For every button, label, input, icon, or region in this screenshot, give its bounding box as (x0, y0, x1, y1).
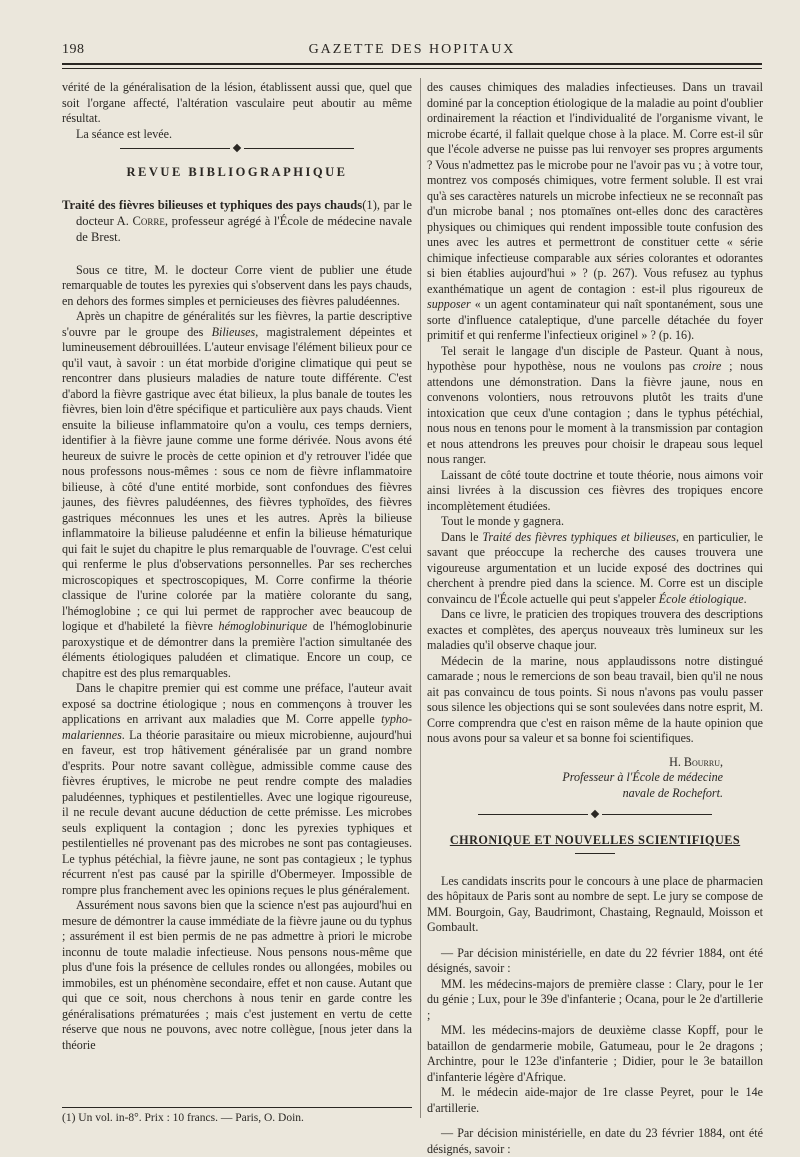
italic-run: croire (692, 359, 722, 373)
italic-run: Traité des fièvres typhiques et bilieuses (482, 529, 676, 544)
ornament-divider (62, 145, 412, 151)
paragraph: MM. les médecins-majors de deuxième classe Kopff, pour le bataillon de gendarmerie mobile, Gatumeau, pour le 2e dragons ; Archintre, pour le 123e d'infanterie ; Didier, pour le 3e bataillon d'infanterie légère d'Afrique. (427, 1023, 763, 1084)
text-run: . (743, 591, 747, 606)
ornament-divider (427, 811, 763, 817)
title-underline (575, 853, 615, 854)
paragraph: Dans ce livre, le praticien des tropiques trouvera des descriptions exactes et complètes, des aperçus nouveaux très lumineux sur les maladies qu'il observe chaque jour. (427, 607, 763, 652)
footnote: (1) Un vol. in-8°. Prix : 10 francs. — Paris, O. Doin. (62, 1112, 304, 1124)
text-run: des causes chimiques des maladies infectieuses. Dans un travail dominé par la conception étiologique de la maladie au point d'oublier ordinairement la réaction et l'individualité de l'organisme vivant, le microbe écarté, il fallait quelque chose à la place. M. Corre est-il sûr que l'école adverse ne puisse pas lui renvoyer ses propres arguments ? Vous n'admettez pas le microbe pour ne l'avoir pas vu ; à votre tour, montrez vos composés chimiques, votre ferment soluble. Il est vrai qu'à ses caractères naturels un microbe infectieux ne se reconnaît pas d'un microbe banal ; nos ptomaïnes ont-elles donc des caractères physiques ou chimiques qui rendent impossible toute confusion des unes avec les autres et permettront de constituer cette « série chimique infectieuse comparable aux séries colorantes et odorantes si bien établies aujourd'hui » ? (p. 267). Vous refusez au typhus exanthématique un agent de contagion : est-il plus rigoureux de (427, 80, 763, 296)
column-separator (420, 78, 421, 1118)
section-title: REVUE BIBLIOGRAPHIQUE (126, 165, 348, 179)
paragraph: Les candidats inscrits pour le concours à une place de pharmacien des hôpitaux de Paris sont au nombre de sept. Le jury se compose de MM. Bourgoin, Gay, Baudrimont, Chastaing, Regnauld, Moisson et Gombault. (427, 873, 763, 934)
header-rule-thick (62, 63, 762, 65)
text-run: Dans le chapitre premier qui est comme une préface, l'auteur avait exposé sa doctrine étiologique ; nous en commençons à trouver les applications en arrivant aux maladies que M. Corre appelle (62, 681, 412, 726)
paragraph (62, 309, 412, 681)
page-number: 198 (62, 42, 85, 57)
book-text: par le docteur A. (76, 197, 413, 228)
text-run: ; nous attendons une démonstration. Dans la fièvre jaune, nous en convenons volontiers, nous retrouvons plutôt les traits d'une intoxication que ceux d'une contagion ; dans le typhus pétéchial, nous nous en tenons pour le moment à la transmission par contagion et nous attendrons les preuves pour choisir le drapeau sous lequel nous ranger. (427, 359, 763, 466)
italic-run: typho-malariennes (62, 712, 412, 742)
paragraph: Tout le monde y gagnera. (441, 514, 565, 528)
book-title: Traité des fièvres bilieuses et typhiques des pays chauds (62, 197, 363, 212)
text-run: Tel serait le langage d'un disciple de Pasteur. Quant à nous, hypothèse pour hypothèse, nous ne voulons pas (427, 343, 763, 373)
paragraph: vérité de la généralisation de la lésion, établissent aussi que, quel que soit l'organe affecté, l'altération vasculaire peut aboutir au même résultat. (62, 80, 412, 125)
footnote-marker: (1), (362, 197, 381, 212)
right-column (427, 80, 763, 1157)
text-run: . La théorie parasitaire ou mieux microbienne, aujourd'hui en faveur, est trop hâtivement généralisée par un grand nombre d'esprits. Pour notre savant collègue, admissible comme cause des fièvres éruptives, le microbe ne peut rendre compte des maladies paludéennes, typhiques et pestilentielles. Avec une logique rigoureuse, il ne recule devant aucune déduction de cette prémisse. Les microbes seuls expliquent la contagion ; donc les pyrexies typhiques et pestilentielles né provenant pas des microbes ne sont pas contagieuses. Le typhus pétéchial, la fièvre jaune, ne sont pas contagieux ; le typhus récurrent n'est pas causé par la spirille d'Obermeyer. Impossible de rompre plus franchement avec les opinions reçues le plus généralement. (62, 727, 412, 897)
text-run: , magistralement dépeintes et lumineusement débrouillées. L'auteur envisage l'élément bilieux pour ce qu'il vaut, à savoir : un état morbide d'origine climatique qui peut se rencontrer dans plusieurs maladies de nature toute différente. C'est d'abord la fièvre gastrique avec état bilieux, la plus banale de toutes les fièvres, bien loin d'être spécifique et particulière aux pays chauds. Vient ensuite la bilieuse inflammatoire qu'on a voulu, ces temps derniers, identifier à la fièvre jaune comme une forme dérivée. Nous avons été heureux de suivre le procès de cette opinion et d'y retrouver l'idée que nous professons nous-mêmes : sous ce nom de fièvre inflammatoire bilieuse, à côté d'une entité morbide, sont confondues des fièvres jaunes, des fièvres paludéennes, des fièvres typhoïdes, des fièvres gastriques méconnues les unes et les autres. Après la bilieuse inflammatoire la bilieuse paludéenne et enfin la bilieuse hématurique qui fait le sujet du chapitre le plus remarquable de l'ouvrage. C'est celui qui renferme le plus d'observations personnelles. Par ses recherches microscopiques et spectroscopiques, M. Corre confirme la théorie classique de l'urine colorée par la matière colorante du sang, l'hémoglobine ; ce qui lui permet de rapprocher avec beaucoup de logique et d'habileté la fièvre (62, 324, 412, 633)
author-role: navale de Rochefort. (622, 785, 723, 800)
signature (427, 755, 763, 802)
text-run: « un agent contaminateur qui naît spontanément, sous une sorte d'influence cataleptique, d'une parcelle détachée du foyer primitif et qui renferme l'infectieux originel » ? (p. 16). (427, 297, 763, 342)
paragraph (427, 530, 763, 608)
paragraph (427, 80, 763, 344)
paragraph: Assurément nous savons bien que la science n'est pas aujourd'hui en mesure de démontrer la cause immédiate de la fièvre jaune ou du typhus ; assurément il est bien permis de ne pas admettre à priori le microbe inconnu de toute maladie infectieuse. Nous pensons nous-même que plus d'une fois la présence de cellules rondes ou allongées, mobiles ou immobiles, est un phénomène secondaire, effet et non cause. Autant que qui que ce soit, nous cherchons à nous tenir en garde contre les généralisations prématurées ; mais c'est justement en vertu de cette réserve que nous ne pouvons, avec notre collègue, [nous jeter dans la théorie (62, 898, 412, 1052)
footnote-rule (62, 1107, 412, 1108)
paragraph: Sous ce titre, M. le docteur Corre vient de publier une étude remarquable de toutes les pyrexies qui s'observent dans les pays chauds, en dehors des formes simples et pernicieuses des fièvres paludéennes. (62, 262, 412, 308)
paragraph: Laissant de côté toute doctrine et toute théorie, nous aimons voir ainsi livrées à la discussion ces fièvres des tropiques encore incomplètement étudiées. (427, 467, 763, 513)
running-header (62, 42, 762, 64)
text-run: Dans le (441, 529, 483, 544)
header-rule-thin (62, 68, 762, 69)
section-title: CHRONIQUE ET NOUVELLES SCIENTIFIQUES (449, 833, 741, 847)
paragraph: M. le médecin aide-major de 1re classe Peyret, pour le 14e d'artillerie. (427, 1085, 763, 1115)
author-name: H. Bourru, (669, 754, 723, 769)
paragraph (427, 344, 763, 468)
text-run: de l'hémoglobinurie paroxystique et de démontrer dans la première l'action simultanée des éléments étiologiques paludéen et climatique. Encore un coup, ce chapitre est des plus remarquables. (62, 619, 412, 680)
italic-run: École étiologique (658, 591, 744, 606)
text-run: Après un chapitre de généralités sur les fièvres, la partie descriptive s'ouvre par le groupe des (62, 309, 412, 339)
paragraph: Médecin de la marine, nous applaudissons notre distingué camarade ; nous le remercions de son beau travail, bien qu'il ne nous ait pas convaincu de tous points. Si nous n'avons pas voulu passer sous silence les objections qui se sont soulevées dans notre esprit, M. Corre comprendra que c'est en raison même de la haute opinion que nous avons pour sa valeur et sa bonne foi scientifiques. (427, 653, 763, 745)
paragraph: — Par décision ministérielle, en date du 22 février 1884, ont été désignés, savoir : (427, 945, 763, 975)
left-column (62, 80, 412, 1053)
paragraph: — Par décision ministérielle, en date du 23 février 1884, ont été désignés, savoir : (427, 1126, 763, 1156)
journal-title: GAZETTE DES HOPITAUX (308, 42, 516, 57)
italic-run: hémoglobinurique (218, 619, 308, 633)
book-author: Corre (132, 213, 165, 228)
italic-run: supposer (427, 297, 471, 311)
author-role: Professeur à l'École de médecine (562, 770, 723, 784)
paragraph (62, 681, 412, 898)
book-reference (62, 197, 412, 245)
paragraph: MM. les médecins-majors de première classe : Clary, pour le 1er du génie ; Lux, pour le 39e d'infanterie ; Ocana, pour le 2e d'artillerie ; (427, 976, 763, 1022)
paragraph: La séance est levée. (76, 126, 173, 141)
italic-run: Bilieuses (211, 324, 256, 339)
book-text: , professeur agrégé à l'École de médecine navale de Brest. (76, 213, 412, 244)
text-run: , en particulier, le savant que préoccupe la recherche des causes trouvera une vigoureuse argumentation et un lucide exposé des doctrines qui cherchent à prendre pied dans la science. M. Corre est un disciple convaincu de l'École actuelle qui peut s'appeler (427, 529, 763, 606)
